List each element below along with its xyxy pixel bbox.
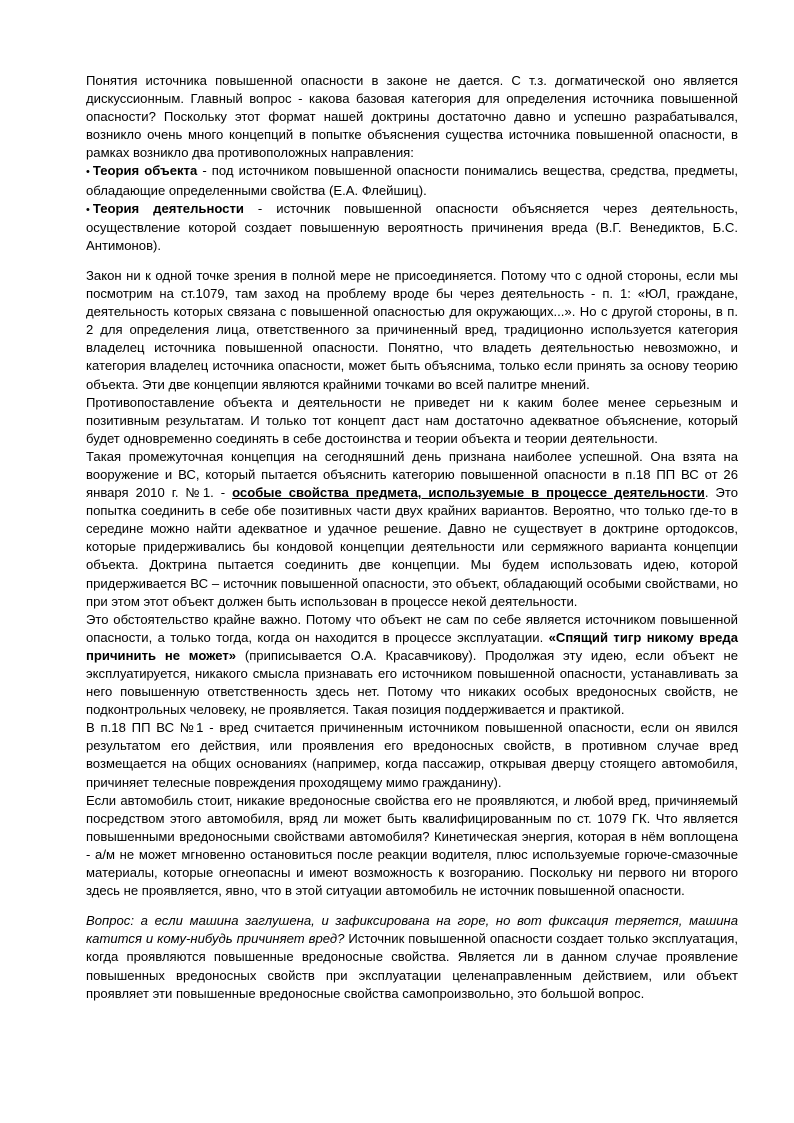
text-run: (приписывается О.А. Красавчикову). Продолжая эту идею, если объект не эксплуатируется, никакого смысла признавать его источником повышенной опасности, устанавливать за него повышенную ответственность здесь нет. Потому что никаких особых вредоносных свойств, не подконтрольных человеку, не проявляется. Такая позиция поддерживается и практикой.: [86, 647, 738, 718]
text-run: Это обстоятельство крайне важно. Потому что объект не сам по себе является источником повышенной опасности, а только тогда, когда он находится в процессе эксплуатации.: [86, 611, 738, 645]
text-run: Источник повышенной опасности создает только эксплуатация, когда проявляются повышенные вредоносные свойства. Является ли в данном случае проявление повышенных вредоносных свойств при эксплуатации целенаправленным действием, или объект проявляет эти повышенные вредоносные свойства самопроизвольно, это большой вопрос.: [86, 931, 738, 1001]
bullet-term: Теория деятельности: [92, 200, 244, 216]
tiger-paragraph: [86, 611, 738, 720]
document-page: [86, 72, 738, 1003]
law-paragraph: Закон ни к одной точке зрения в полной мере не присоединяется. Потому что с одной стороны, если мы посмотрим на ст.1079, там заход на проблему вроде бы через деятельность - п. 1: «ЮЛ, граждане, деятельность которых связана с повышенной опасностью для окружающих...». Но с другой стороны, в п. 2 для определения лица, ответственного за причиненный вред, традиционно используется категория владелец источника повышенной опасности. Понятно, что владеть деятельностью невозможно, и категория владелец источника опасности, может быть объяснима, только если принять за основу теорию объекта. Эти две концепции являются крайними точками во всей палитре мнений.: [86, 267, 738, 392]
bullet-activity-theory: [86, 200, 738, 255]
question-paragraph: [86, 912, 738, 1002]
supreme-court-paragraph: [86, 448, 738, 611]
pp18-paragraph: В п.18 ПП ВС №1 - вред считается причиненным источником повышенной опасности, если он явился результатом его действия, или проявления его вредоносных свойств, в противном случае вред возмещается на общих основаниях (например, когда пассажир, открывая дверцу стоящего автомобиля, причиняет телесные повреждения проходящему мимо гражданину).: [86, 720, 738, 790]
bullet-term: Теория объекта: [92, 163, 198, 179]
bullet-marker: •: [86, 166, 90, 179]
contrast-paragraph: Противопоставление объекта и деятельности не приведет ни к каким более менее серьезным и позитивным результатам. И только тот концепт даст нам достаточно адекватное объяснение, который будет одновременно соединять в себе достоинства и теории объекта и теории деятельности.: [86, 394, 738, 446]
car-paragraph: Если автомобиль стоит, никакие вредоносные свойства его не проявляются, и любой вред, причиняемый посредством этого автомобиля, вряд ли может быть квалифицированным по ст. 1079 ГК. Что является повышенными вредоносными свойствами автомобиля? Кинетическая энергия, которая в нём воплощена - а/м не может мгновенно остановиться после реакции водителя, плюс используемые горюче-смазочные материалы, которые огнеопасны и имеют возможность к возгоранию. Поскольку ни первого ни второго здесь не проявляется, явно, что в этой ситуации автомобиль не источник повышенной опасности.: [86, 792, 738, 899]
bullet-object-theory: [86, 162, 738, 199]
emphasis-underlined: особые свойства предмета, используемые в процессе деятельности: [232, 485, 705, 501]
bullet-text: - источник повышенной опасности объясняется через деятельность, осуществление которой создает повышенную вероятность причинения вреда (В.Г. Венедиктов, Б.С. Антимонов).: [86, 200, 738, 253]
bullet-marker: •: [86, 203, 90, 216]
text-run: . Это попытка соединить в себе обе позитивных части двух крайних вариантов. Вероятно, что только где-то в середине можно найти адекватное и удачное решение. Давно не существует в доктрине ортодоксов, которые придерживались бы кондовой концепции деятельности или сермяжного варианта концепции объекта. Доктрина пытается соединить две концепции. Мы будем использовать идею, которой придерживается ВС – источник повышенной опасности, это объект, обладающий особыми свойствами, но при этом этот объект должен быть использован в процессе некой деятельности.: [86, 485, 738, 609]
question-italic: Вопрос: а если машина заглушена, и зафиксирована на горе, но вот фиксация теряется, машина катится и кому-нибудь причиняет вред?: [86, 913, 738, 947]
intro-paragraph: Понятия источника повышенной опасности в законе не дается. С т.з. догматической оно является дискуссионным. Главный вопрос - какова базовая категория для определения источника повышенной опасности? Поскольку этот формат нашей доктрины достаточно давно и успешно разрабатывался, возникло очень много концепций в попытке объяснения существа источника повышенной опасности, в рамках возникло два противоположных направления:: [86, 73, 738, 161]
bullet-text: - под источником повышенной опасности понимались вещества, средства, предметы, обладающие определенными свойства (Е.А. Флейшиц).: [86, 163, 738, 198]
text-run: Такая промежуточная концепция на сегодняшний день признана наиболее успешной. Она взята на вооружение и ВС, который пытается объяснить категорию повышенной опасности в п.18 ПП ВС от 26 января 2010 г. №1. -: [86, 448, 738, 501]
quote-bold: «Спящий тигр никому вреда причинить не может»: [86, 629, 738, 663]
